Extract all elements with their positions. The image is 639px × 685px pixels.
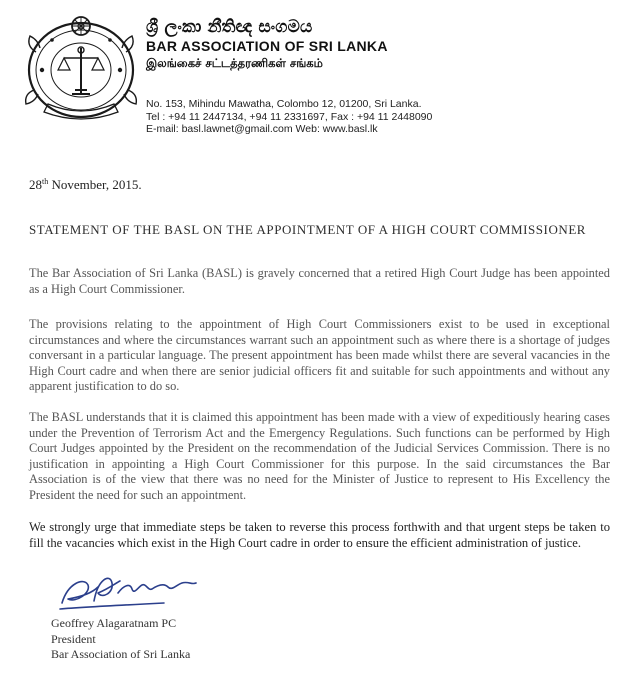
handwritten-signature: [54, 563, 204, 619]
statement-title: STATEMENT OF THE BASL ON THE APPOINTMENT OF A HIGH COURT COMMISSIONER: [29, 222, 587, 237]
signatory-position: President: [51, 631, 96, 646]
date-day: 28: [29, 177, 42, 192]
org-name-english: BAR ASSOCIATION OF SRI LANKA: [146, 38, 388, 54]
org-name-sinhala: ශ්‍රී ලංකා නීතිඥ සංගමය: [146, 17, 313, 37]
telephone-fax-line: Tel : +94 11 2447134, +94 11 2331697, Fax : +94 11 2448090: [146, 110, 433, 123]
org-name-tamil: இலங்கைச் சட்டத்தரணிகள் சங்கம்: [146, 56, 323, 70]
date-rest: November, 2015.: [48, 177, 142, 192]
contact-details: [146, 98, 432, 136]
organization-names: [146, 16, 388, 71]
signatory-block: [51, 616, 190, 663]
paragraph-3: The BASL understands that it is claimed this appointment has been made with a view of expeditiously hearing cases under the Prevention of Terrorism Act and the Emergency Regulations. Such functions can be performed by High Court Judges appointed by the President on the recommendation of the Judicial Services Commission. There is no justification in appointing a High Court Commissioner for this purpose. In the said circumstances the Bar Association is of the view that there was no need for the Minister of Justice to represent to His Excellency the President the need for such an appointment.: [29, 410, 610, 502]
date-suffix: th: [42, 177, 49, 186]
signatory-organization: Bar Association of Sri Lanka: [51, 647, 191, 661]
signatory-name: Geoffrey Alagaratnam PC: [51, 616, 177, 630]
paragraph-1: The Bar Association of Sri Lanka (BASL) is gravely concerned that a retired High Court Judge has been appointed as a High Court Commissioner.: [29, 266, 610, 296]
letterhead: [0, 0, 639, 140]
paragraph-2: The provisions relating to the appointment of High Court Commissioners exist to be used in exceptional circumstances and where the circumstances warrant such an appointment such as where there is a shortage of judges conversant in a particular language. The present appointment has been made whilst there are several vacancies in the High Court cadre and when there are senior judicial officers fit and suitable for such appointments and without any apparent justification to do so.: [29, 317, 610, 394]
email-web-line: E-mail: basl.lawnet@gmail.com Web: www.basl.lk: [146, 123, 378, 135]
paragraph-4: We strongly urge that immediate steps be taken to reverse this process forthwith and that urgent steps be taken to fill the vacancies which exist in the High Court cadre in order to ensure the efficient administration of justice.: [29, 520, 610, 550]
letter-date: [29, 177, 142, 193]
address-line: No. 153, Mihindu Mawatha, Colombo 12, 01200, Sri Lanka.: [146, 98, 422, 110]
basl-seal-logo: [22, 12, 140, 124]
